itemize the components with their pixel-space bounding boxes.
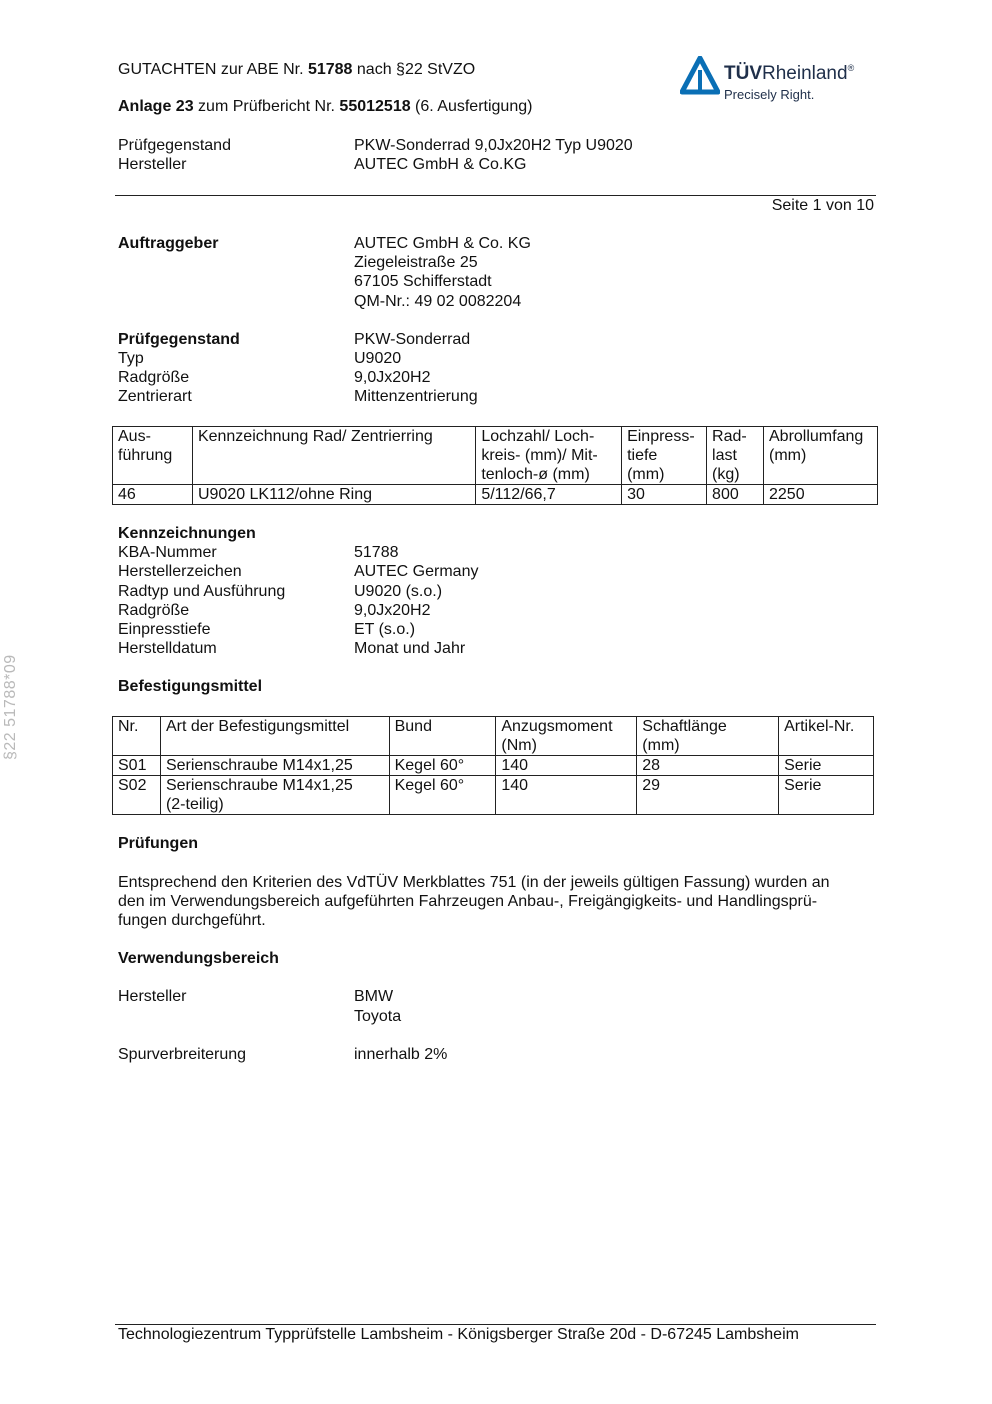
wheel-header-circumference: Abrollumfang (mm) (764, 427, 878, 485)
type-label: Typ (118, 350, 144, 367)
header-subtitle-middle: zum Prüfbericht Nr. (193, 98, 340, 115)
header-subtitle (118, 97, 532, 116)
fasteners-heading (118, 677, 262, 696)
fasteners-table (112, 716, 874, 815)
fastener-header-torque: Anzugsmoment (Nm) (496, 717, 637, 756)
marking-value: 9,0Jx20H2 (354, 602, 431, 619)
table-cell: 5/112/66,7 (476, 485, 622, 505)
logo-wordmark-rest: Rheinland (762, 63, 848, 84)
abe-number: 51788 (307, 61, 353, 78)
markings-heading (118, 524, 256, 543)
fasteners-table-header-row (113, 717, 874, 756)
usage-maker-label: Hersteller (118, 988, 187, 1005)
marking-label: Herstellerzeichen (118, 563, 242, 580)
size-label: Radgröße (118, 369, 190, 386)
table-cell: 46 (113, 485, 193, 505)
test-object-value: PKW-Sonderrad (354, 331, 471, 348)
size-value: 9,0Jx20H2 (354, 369, 431, 386)
tests-paragraph-line-2: den im Verwendungsbereich aufgeführten Fahrzeugen Anbau-, Freigängigkeits- und Handlingsprü- (118, 893, 818, 910)
registered-mark: ® (847, 63, 855, 73)
page-info: Seite 1 von 10 (771, 197, 874, 214)
usage-maker-item: BMW (354, 988, 394, 1005)
logo-wordmark (724, 63, 854, 85)
markings-heading-text: Kennzeichnungen (118, 525, 256, 542)
header-subtitle-suffix: (6. Ausfertigung) (410, 98, 533, 115)
report-number: 55012518 (339, 98, 411, 115)
tuv-triangle-logo-icon (680, 56, 720, 96)
table-cell: Serienschraube M14x1,25 (2-teilig) (160, 776, 389, 815)
usage-maker-item: Toyota (354, 1008, 402, 1025)
table-cell: Serie (779, 776, 874, 815)
fastener-header-article: Artikel-Nr. (779, 717, 874, 756)
header-subject-label: Prüfgegenstand (118, 137, 231, 154)
table-cell: Kegel 60° (389, 776, 496, 815)
header-maker-value: AUTEC GmbH & Co.KG (354, 156, 527, 173)
table-cell: U9020 LK112/ohne Ring (192, 485, 475, 505)
header-divider (115, 195, 876, 196)
footer-address: Technologiezentrum Typprüfstelle Lambsheim - Königsberger Straße 20d - D-67245 Lambsheim (118, 1326, 799, 1343)
table-cell: 800 (707, 485, 764, 505)
header-maker-label: Hersteller (118, 156, 187, 173)
test-object-heading-text: Prüfgegenstand (118, 331, 240, 348)
table-cell: S02 (113, 776, 161, 815)
client-line-3: 67105 Schifferstadt (354, 273, 492, 290)
table-row (113, 776, 874, 815)
tuv-logo (680, 54, 870, 106)
wheel-header-marking: Kennzeichnung Rad/ Zentrierring (192, 427, 475, 485)
header-title-prefix: GUTACHTEN zur ABE Nr. (118, 61, 308, 78)
fastener-header-seat: Bund (389, 717, 496, 756)
header-title (118, 60, 475, 79)
marking-value: AUTEC Germany (354, 563, 479, 580)
marking-label: KBA-Nummer (118, 544, 217, 561)
client-label-text: Auftraggeber (118, 235, 219, 252)
table-cell: S01 (113, 756, 161, 776)
table-cell: 140 (496, 776, 637, 815)
logo-tagline: Precisely Right. (724, 87, 815, 102)
table-cell: 29 (637, 776, 779, 815)
logo-wordmark-bold: TÜV (724, 63, 762, 84)
table-cell: 30 (622, 485, 707, 505)
marking-value: 51788 (354, 544, 399, 561)
table-row (113, 485, 878, 505)
table-cell: 2250 (764, 485, 878, 505)
header-subject-value: PKW-Sonderrad 9,0Jx20H2 Typ U9020 (354, 137, 633, 154)
client-line-1: AUTEC GmbH & Co. KG (354, 235, 531, 252)
track-widening-label: Spurverbreiterung (118, 1046, 247, 1063)
wheel-table (112, 426, 878, 505)
fasteners-heading-text: Befestigungsmittel (118, 678, 263, 695)
client-line-2: Ziegeleistraße 25 (354, 254, 478, 271)
wheel-header-variant: Aus- führung (113, 427, 193, 485)
centering-label: Zentrierart (118, 388, 192, 405)
side-margin-label: §22 51788*09 (2, 654, 19, 760)
tests-heading (118, 834, 198, 853)
wheel-table-header-row (113, 427, 878, 485)
wheel-header-load: Rad- last (kg) (707, 427, 764, 485)
table-row (113, 756, 874, 776)
marking-label: Einpresstiefe (118, 621, 211, 638)
table-cell: Serienschraube M14x1,25 (160, 756, 389, 776)
wheel-header-offset: Einpress- tiefe (mm) (622, 427, 707, 485)
marking-label: Radtyp und Ausführung (118, 583, 286, 600)
test-object-heading (118, 330, 240, 349)
wheel-header-bolt-pattern: Lochzahl/ Loch- kreis- (mm)/ Mit- tenloch-ø (mm) (476, 427, 622, 485)
marking-label: Radgröße (118, 602, 190, 619)
table-cell: Kegel 60° (389, 756, 496, 776)
client-line-4: QM-Nr.: 49 02 0082204 (354, 293, 522, 310)
table-cell: Serie (779, 756, 874, 776)
usage-heading (118, 949, 279, 968)
fastener-header-type: Art der Befestigungsmittel (160, 717, 389, 756)
table-cell: 28 (637, 756, 779, 776)
header-title-suffix: nach §22 StVZO (352, 61, 476, 78)
usage-heading-text: Verwendungsbereich (118, 950, 279, 967)
marking-label: Herstelldatum (118, 640, 217, 657)
tests-heading-text: Prüfungen (118, 835, 198, 852)
centering-value: Mittenzentrierung (354, 388, 478, 405)
tests-paragraph-line-1: Entsprechend den Kriterien des VdTÜV Merkblattes 751 (in der jeweils gültigen Fassung) wurden an (118, 874, 830, 891)
type-value: U9020 (354, 350, 402, 367)
marking-value: ET (s.o.) (354, 621, 416, 638)
tests-paragraph-line-3: fungen durchgeführt. (118, 912, 266, 929)
marking-value: U9020 (s.o.) (354, 583, 443, 600)
fastener-header-number: Nr. (113, 717, 161, 756)
fastener-header-shank-length: Schaftlänge (mm) (637, 717, 779, 756)
marking-value: Monat und Jahr (354, 640, 466, 657)
client-label (118, 234, 218, 253)
attachment-label: Anlage 23 (118, 98, 194, 115)
table-cell: 140 (496, 756, 637, 776)
track-widening-value: innerhalb 2% (354, 1046, 448, 1063)
